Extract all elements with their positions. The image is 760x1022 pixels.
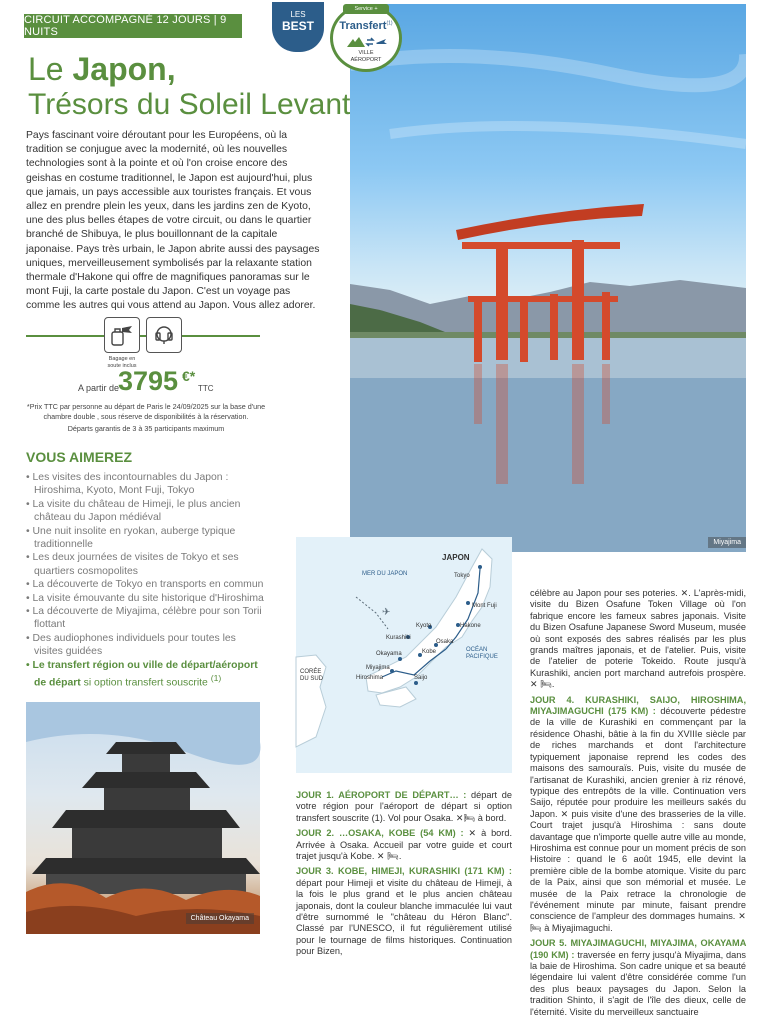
- service-icons: [104, 317, 182, 353]
- day-3-text: départ pour Himeji et visite du château de Himeji, à la fois le plus grand et le plus ancien château japonais, dont la couleur blanche immaculée lui vaut d'être surnommé le "château du Héron Blanc". Classé par l'UNESCO, il fut régulièrement utilisé pour le tournage de films historiques. Continuation pour Bizen,: [296, 877, 512, 957]
- map-city-saijo: Saijo: [414, 675, 428, 681]
- highlight-item: • Les deux journées de visites de Tokyo et ses quartiers cosmopolites: [26, 551, 266, 578]
- transfer-highlight-bold: Le transfert région ou ville de départ/aéroport de départ: [32, 659, 258, 689]
- day-3-continued: célèbre au Japon pour ses poteries. ✕. L'après-midi, visite du Bizen Osafune Token Village où l'on fabrique encore les fameux sabres japonais. Visite du Bizen Osafune Japanese Sword Museum, musée où sont exposés des sabres réalisés par les plus grands maîtres japonais, et de l'atelier. Puis, visite de l'atelier de poterie Tokeido. Route jusqu'à Kurashiki, ancien port marchand autrefois prospère. ✕ 🛏.: [530, 588, 746, 690]
- okayama-castle-photo: [26, 702, 260, 934]
- highlight-item: • La visite du château de Himeji, le plus ancien château du Japon médiéval: [26, 498, 266, 525]
- day-2-heading: JOUR 2. …OSAKA, KOBE: [296, 828, 416, 839]
- day-4-text: découverte pédestre de la ville de Kurashiki en commençant par la résidence Ohashi, bâtie à la fin du XVIIIe siècle par de riches marchands et dont l'architecture typiquement japonaise reprend les codes des maisons des samouraïs. Puis, visite du musée de l'artisanat de Kurashiki, ancien grenier à riz rénové, typique des entrepôts de la ville. Continuation vers Saijo, réputée pour produire les meilleurs sakés du Japon. ✕ puis visite d'une des brasseries de la ville. Court trajet jusqu'à Hiroshima : sans doute davantage que n'importe quelle autre ville au monde, Hiroshima est connue pour un moment précis de son Histoire : quand le 6 août 1945, elle devint la première cible de la bombe atomique. Visite du parc de la Paix, ainsi que son mémorial et musée. Le musée de la Paix retrace la chronologie de l'événement minute par minute, faisant prendre conscience de l'ampleur des dommages humains. ✕ 🛏 à Miyajimaguchi.: [530, 706, 746, 933]
- price-ttc: TTC: [198, 384, 214, 393]
- transfer-highlight-rest: si option transfert souscrite: [80, 677, 208, 689]
- day-3-heading: JOUR 3. KOBE, HIMEJI, KURASHIKI: [296, 866, 461, 877]
- day-4-distance: (175 KM) :: [603, 706, 656, 717]
- highlights-list: [26, 471, 266, 690]
- transfer-note: (1): [386, 20, 393, 27]
- day-5: [530, 938, 746, 1018]
- highlights-title: VOUS AIMEREZ: [26, 449, 133, 465]
- map-label-sea: MER DU JAPON: [362, 571, 408, 577]
- best-badge: [272, 2, 324, 52]
- miyajima-torii-photo: [350, 4, 746, 552]
- departures-note: Départs garantis de 3 à 35 participants maximum: [67, 424, 225, 433]
- day-4: [530, 695, 746, 935]
- map-city-hakone: Hakone: [460, 623, 481, 629]
- transfer-aeroport: AÉROPORT: [350, 56, 382, 63]
- map-city-fuji: Mont Fuji: [472, 603, 497, 609]
- map-label-japon: JAPON: [442, 553, 470, 562]
- service-label: Service +: [343, 4, 389, 14]
- transfer-ville: VILLE: [358, 50, 374, 56]
- transfer-highlight-note: (1): [210, 673, 222, 684]
- day-3: [296, 866, 512, 957]
- map-city-osaka: Osaka: [436, 639, 454, 645]
- map-city-hiroshima: Hiroshima: [356, 675, 384, 681]
- day-1-text: départ de votre région pour l'aéroport de départ si option transfert souscrite (1). Vol pour Osaka. ✕🛏 à bord.: [296, 790, 512, 823]
- transfer-service-badge: [330, 4, 402, 72]
- highlight-item-transfer: [26, 659, 266, 690]
- day-2-text: ✕ à bord. Arrivée à Osaka. Accueil par votre guide et court trajet jusqu'à Kobe. ✕ 🛏.: [296, 828, 513, 862]
- page-title: [28, 50, 176, 88]
- transfer-title: [333, 20, 399, 32]
- best-badge-line1: LES: [290, 10, 306, 19]
- price-currency: €*: [182, 368, 196, 384]
- price-amount: 3795: [118, 366, 179, 396]
- intro-paragraph: Pays fascinant voire déroutant pour les Européens, où la tradition se conjugue avec la modernité, où les nouvelles technologies sont à la pointe et où l'on croise encore des geishas en costume traditionnel, le Japon est aujourd'hui, plus que jamais, un pays accessible aux touristes français. Et vous allez en prendre plein les yeux, dans les jardins zen de Kyoto, une des plus belles étapes de votre circuit, ou dans le quartier branché de Shibuya, le plus bouillonnant de la capitale japonaise. Pays très urbain, le Japon abrite aussi des paysages uniques, merveilleusement symbolisés par la relaxante station thermale d'Hakone qui offre de magnifiques panoramas sur le mont Fuji, la carte postale du Japon. C'est un voyage pas comme les autres qui vous attend au Japon. Vous allez adorer.: [26, 130, 320, 312]
- day-1: [296, 790, 512, 824]
- audio-guide-icon: [146, 317, 182, 353]
- day-2-distance: (54 KM) :: [415, 828, 464, 839]
- itinerary-map: [296, 537, 512, 773]
- day-1-heading: JOUR 1. AÉROPORT DE DÉPART… :: [296, 790, 467, 800]
- photo-caption: Miyajima: [708, 537, 746, 548]
- highlight-item: • La découverte de Tokyo en transports en commun: [26, 578, 266, 591]
- day-5-heading: JOUR 5. MIYAJIMAGUCHI, MIYAJIMA, OKAYAMA: [530, 938, 746, 949]
- transfer-icons: [345, 34, 389, 50]
- map-city-kurashiki: Kurashiki: [386, 635, 411, 641]
- highlight-item: • La découverte de Miyajima, célèbre pour son Torii flottant: [26, 605, 266, 632]
- title-country: Japon,: [72, 51, 176, 87]
- price-footnote: *Prix TTC par personne au départ de Paris le 24/09/2025 sur la base d'une chambre double , sous réserve de disponibilités à la réservation.: [26, 402, 266, 421]
- day-5-text: traversée en ferry jusqu'à Miyajima, dans la baie de Hiroshima. Son cadre unique et sa beauté légendaire lui valent d'être considérée comme l'un des plus beaux paysages du Japon. Selon la tradition Shinto, il s'agit de l'île des dieux, celle de l'éternité. Visite du merveilleux sanctuaire: [530, 949, 746, 1017]
- itinerary-column-1: [296, 790, 512, 962]
- day-4-heading: JOUR 4. KURASHIKI, SAIJO, HIROSHIMA, MIYAJIMAGUCHI: [530, 694, 746, 717]
- transfer-label: Transfert: [339, 20, 387, 32]
- day-3-distance: (171 KM) :: [460, 866, 512, 877]
- photo-caption: Château Okayama: [186, 913, 254, 924]
- trip-type-banner: CIRCUIT ACCOMPAGNÉ 12 JOURS | 9 NUITS: [24, 14, 242, 38]
- title-prefix: Le: [28, 51, 73, 87]
- day-2: [296, 828, 512, 862]
- map-label-korea: CORÉE DU SUD: [300, 669, 324, 682]
- highlight-item: • Les visites des incontournables du Japon : Hiroshima, Kyoto, Mont Fuji, Tokyo: [26, 471, 266, 498]
- highlight-item: • Une nuit insolite en ryokan, auberge typique traditionnelle: [26, 525, 266, 552]
- map-label-ocean-2: PACIFIQUE: [466, 654, 498, 660]
- highlight-item: • La visite émouvante du site historique d'Hiroshima: [26, 592, 266, 605]
- highlight-item: • Des audiophones individuels pour toutes les visites guidées: [26, 632, 266, 659]
- luggage-icon: [104, 317, 140, 353]
- map-label-ocean: [466, 647, 498, 661]
- map-city-kobe: Kobe: [422, 649, 437, 655]
- map-city-miyajima: Miyajima: [366, 665, 390, 671]
- itinerary-column-2: [530, 588, 746, 1022]
- map-city-kyoto: Kyoto: [416, 623, 432, 629]
- transfer-destination: [333, 50, 399, 63]
- luggage-label: Bagage en soute inclus: [107, 356, 137, 369]
- best-badge-line2: BEST: [281, 19, 314, 33]
- price-prefix: A partir de: [78, 383, 120, 393]
- map-label-ocean-1: OCÉAN: [466, 647, 488, 653]
- plane-icon: ✈: [382, 607, 391, 618]
- page-subtitle: Trésors du Soleil Levant: [28, 88, 351, 121]
- day-5-distance: (190 KM) :: [530, 949, 575, 960]
- map-city-okayama: Okayama: [376, 651, 402, 657]
- price-notes: [26, 402, 266, 434]
- map-city-tokyo: Tokyo: [454, 573, 470, 579]
